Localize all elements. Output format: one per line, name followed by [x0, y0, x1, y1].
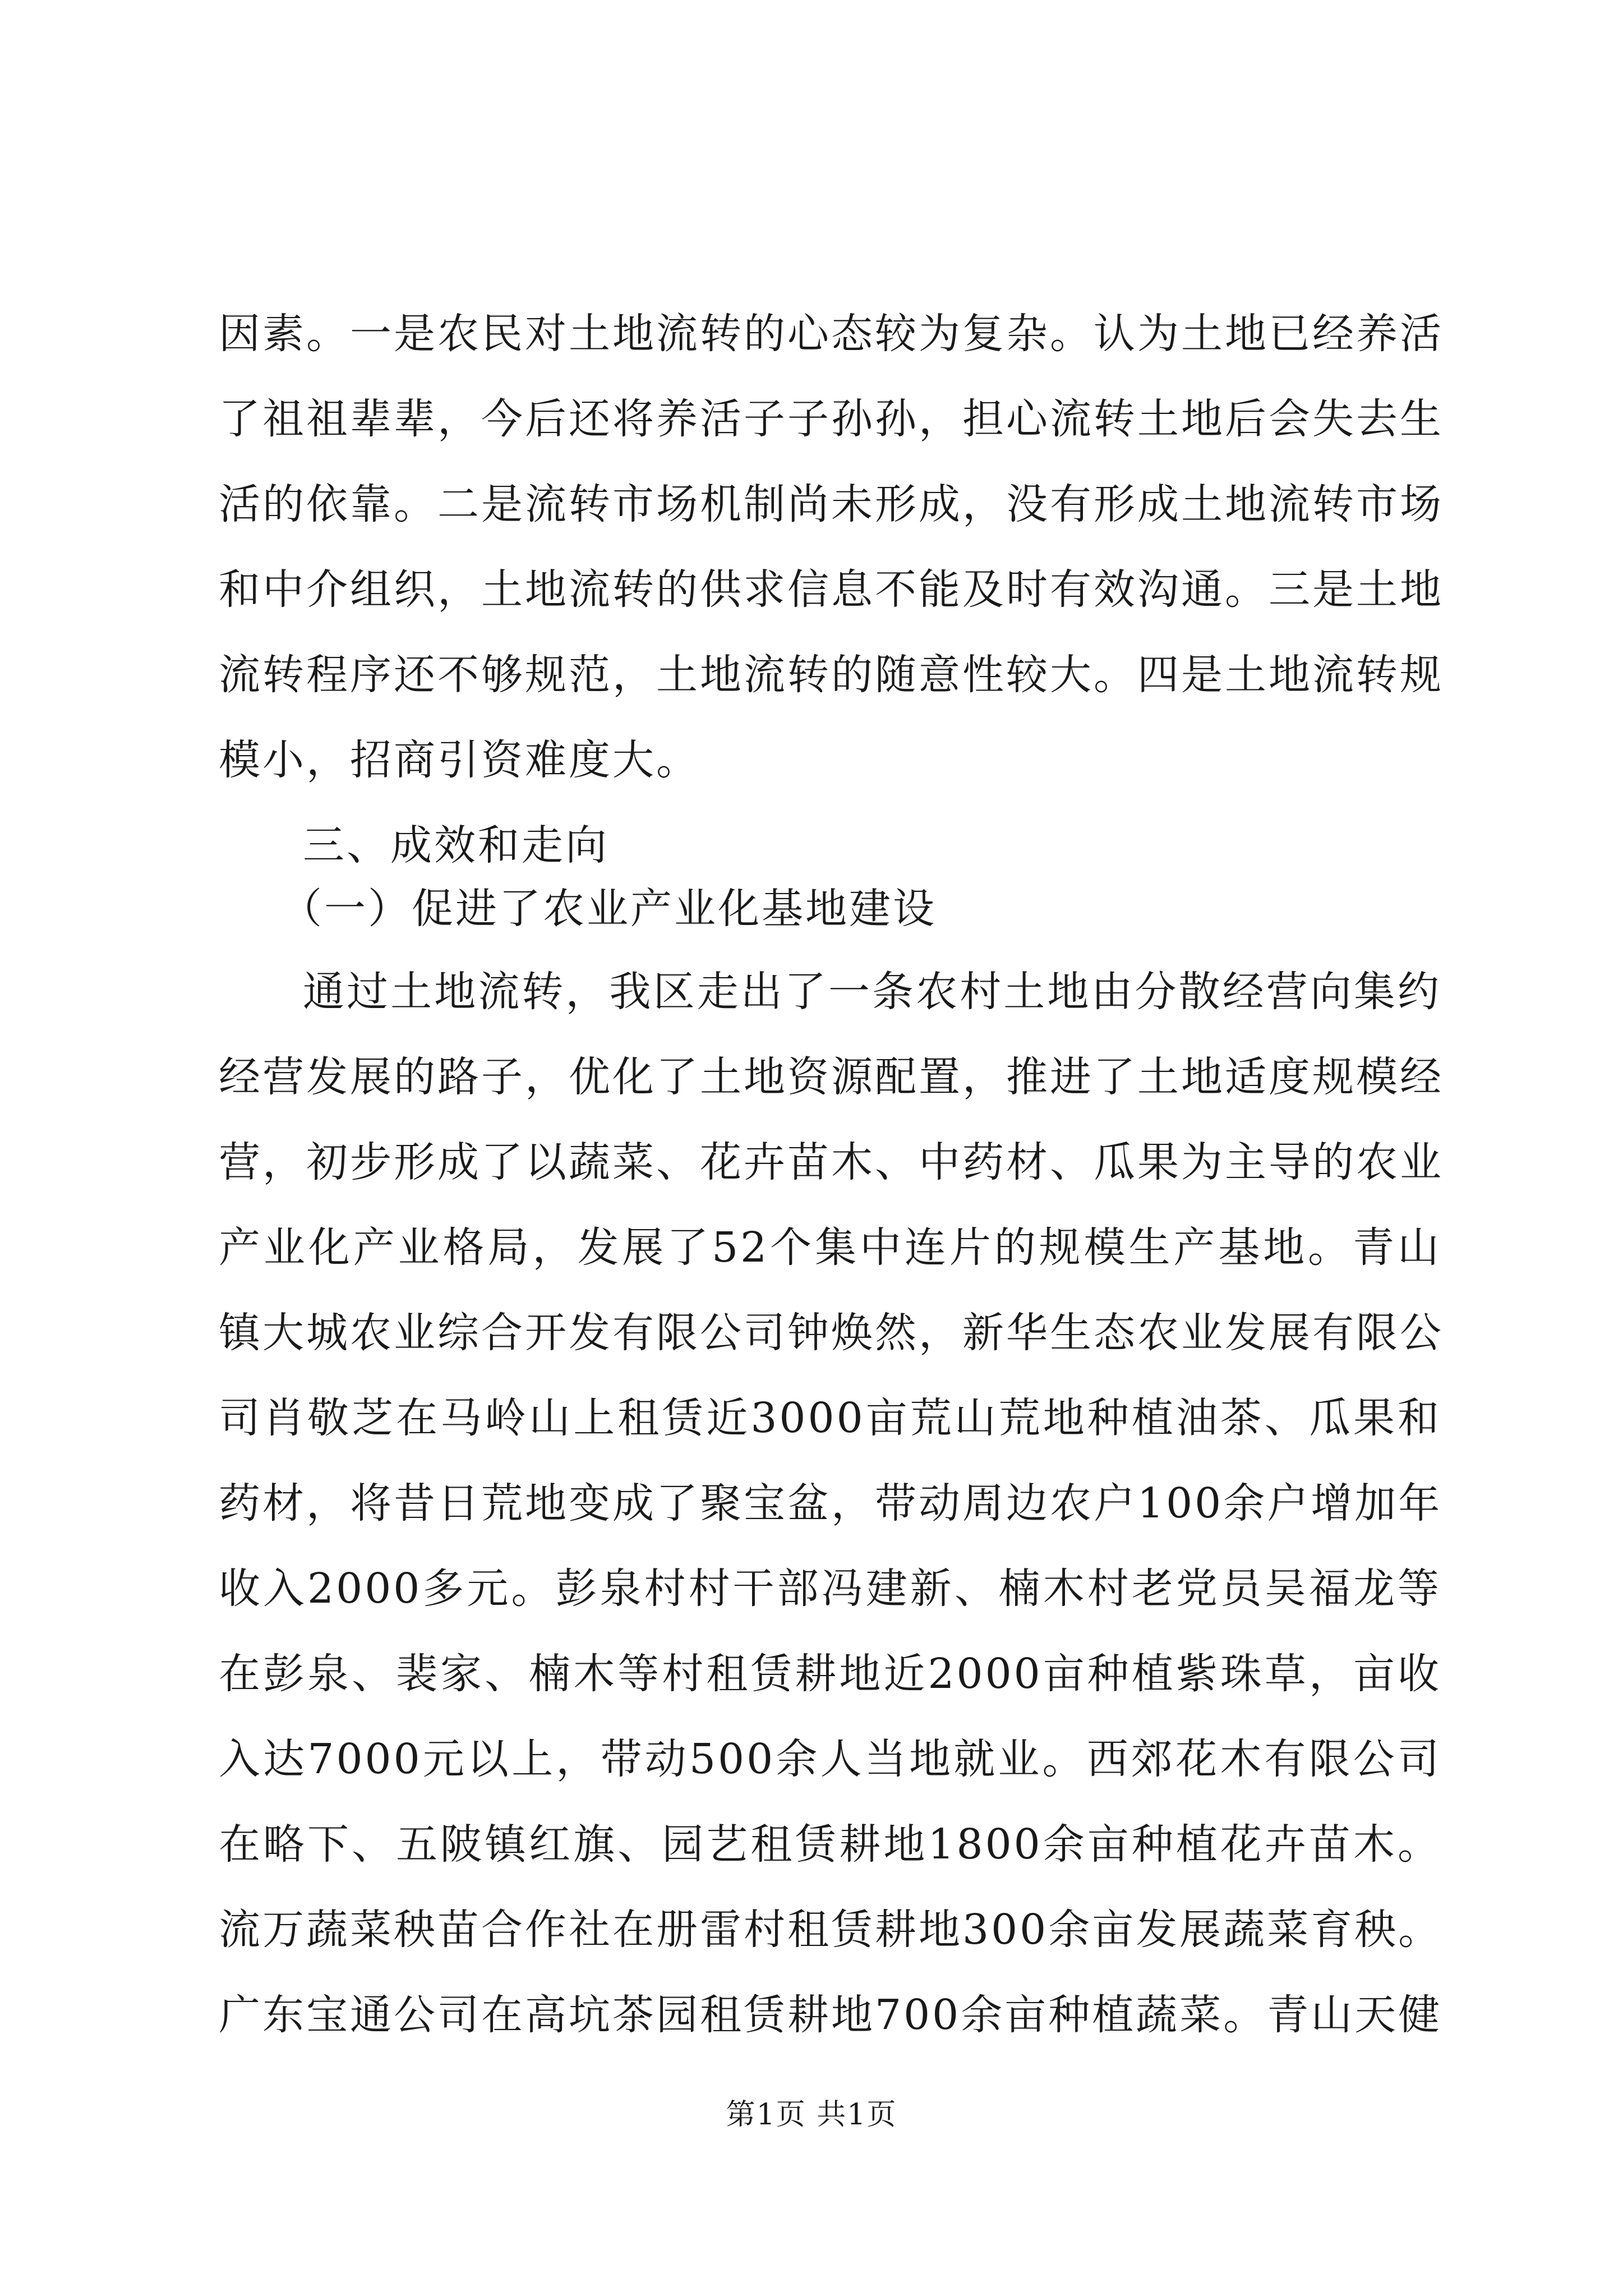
body-line: 司肖敬芝在马岭山上租赁近3000亩荒山荒地种植油茶、瓜果和: [219, 1394, 1441, 1442]
body-line: 广东宝通公司在高坑茶园租赁耕地700余亩种植蔬菜。青山天健: [219, 1991, 1442, 2039]
section-heading: 三、成效和走向: [303, 821, 609, 869]
body-line: 流万蔬菜秧苗合作社在册雷村租赁耕地300余亩发展蔬菜育秧。: [219, 1906, 1442, 1954]
body-line: 营，初步形成了以蔬菜、花卉苗木、中药材、瓜果为主导的农业: [219, 1138, 1444, 1186]
body-line: 经营发展的路子，优化了土地资源配置，推进了土地适度规模经: [219, 1053, 1444, 1101]
body-line: 入达7000元以上，带动500余人当地就业。西郊花木有限公司: [219, 1735, 1441, 1783]
body-line: 活的依靠。二是流转市场机制尚未形成，没有形成土地流转市场: [219, 480, 1444, 528]
page-footer: 第1页 共1页: [726, 2098, 897, 2132]
subsection-heading: （一）促进了农业产业化基地建设: [280, 885, 937, 933]
body-line: 因素。一是农民对土地流转的心态较为复杂。认为土地已经养活: [219, 310, 1444, 358]
body-line: 了祖祖辈辈，今后还将养活子子孙孙，担心流转土地后会失去生: [219, 395, 1444, 443]
body-line: 产业化产业格局，发展了52个集中连片的规模生产基地。青山: [219, 1223, 1441, 1272]
body-line: 和中介组织，土地流转的供求信息不能及时有效沟通。三是土地: [219, 565, 1444, 614]
body-line: 收入2000多元。彭泉村村干部冯建新、楠木村老党员吴福龙等: [219, 1565, 1441, 1613]
body-line: 镇大城农业综合开发有限公司钟焕然，新华生态农业发展有限公: [219, 1309, 1444, 1357]
body-line: 流转程序还不够规范，土地流转的随意性较大。四是土地流转规: [219, 651, 1444, 699]
body-line: 模小，招商引资难度大。: [219, 736, 700, 784]
paragraph-first-line: 通过土地流转，我区走出了一条农村土地由分散经营向集约: [303, 968, 1441, 1016]
body-line: 在略下、五陂镇红旗、园艺租赁耕地1800余亩种植花卉苗木。: [219, 1820, 1441, 1869]
body-line: 在彭泉、裴家、楠木等村租赁耕地近2000亩种植紫珠草，亩收: [219, 1650, 1441, 1698]
body-line: 药材，将昔日荒地变成了聚宝盆，带动周边农户100余户增加年: [219, 1479, 1442, 1527]
